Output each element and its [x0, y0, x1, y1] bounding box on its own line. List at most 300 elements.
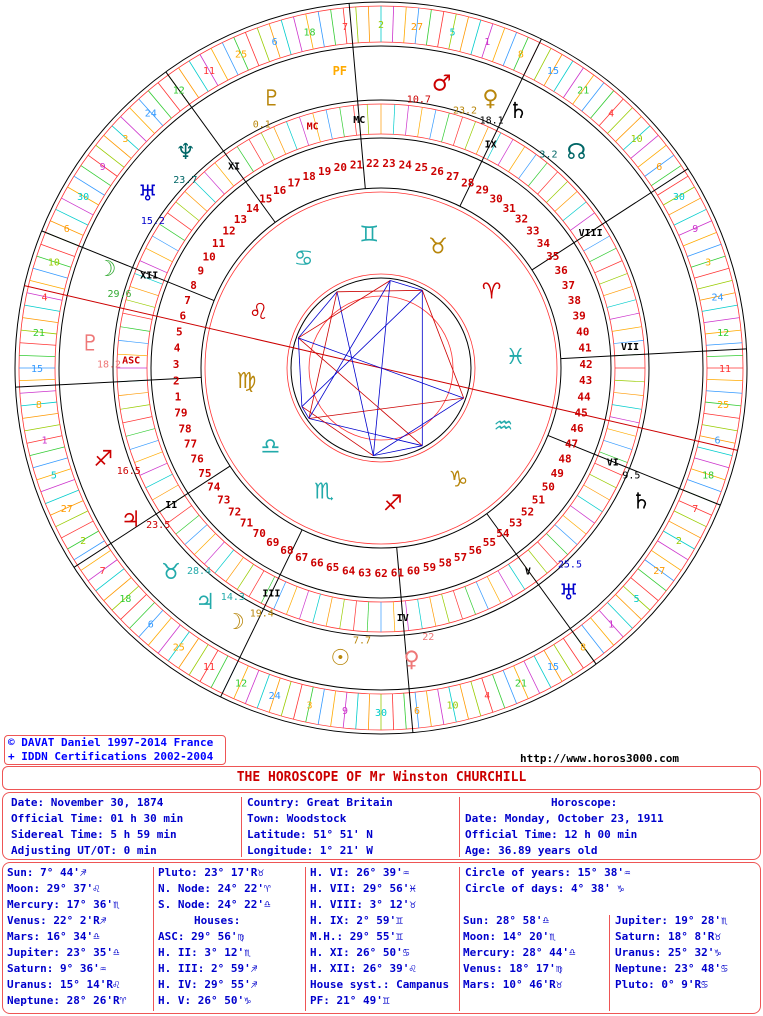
position-entry: Neptune: 28° 26'R♈ [7, 994, 127, 1007]
zodiac-tick [392, 694, 393, 730]
zodiac-tick [503, 32, 516, 65]
zodiac-tick [392, 6, 393, 42]
circle-of-years: Circle of years: 15° 38'♒ [465, 866, 631, 879]
zodiac-tick [704, 318, 740, 323]
planet-glyph: ♄ [508, 99, 528, 125]
degree-label: 71 [239, 516, 254, 530]
degree-label: 20 [333, 161, 348, 175]
outer-number-label: 21 [514, 678, 527, 690]
zodiac-tick [607, 429, 636, 437]
zodiac-tick [130, 440, 159, 449]
planet-glyph: ☽ [96, 257, 117, 283]
zodiac-tick [257, 674, 269, 708]
outer-number-label: 15 [30, 364, 44, 375]
planet-degree-value: 29.6 [107, 289, 132, 301]
degree-label: 50 [541, 480, 555, 494]
circles-column [465, 865, 631, 897]
degree-label: 79 [174, 406, 188, 420]
zodiac-tick [185, 525, 207, 545]
zodiac-sign-glyph: ♍ [236, 368, 257, 394]
zodiac-tick [694, 268, 729, 278]
position-entry: H. XII: 26° 39'♌ [310, 962, 416, 975]
house-label: IV [396, 613, 409, 625]
zodiac-tick [393, 104, 395, 134]
position-entry: Mars: 16° 34'♎ [7, 930, 100, 943]
zodiac-tick [226, 557, 244, 581]
zodiac-tick [546, 533, 567, 554]
zodiac-tick [19, 355, 55, 356]
outer-number-label: 9 [99, 161, 106, 173]
planet-degree-value: 28.4 [186, 566, 212, 578]
position-entry: Sun: 7° 44'♐ [7, 866, 87, 879]
zodiac-tick [430, 597, 436, 626]
horoscope-time: Official Time: 12 h 00 min [465, 828, 638, 841]
zodiac-tick [704, 413, 740, 418]
zodiac-tick [120, 405, 150, 410]
zodiac-tick [589, 248, 616, 262]
outer-number-label: 8 [517, 49, 524, 61]
outer-number-label: 24 [144, 108, 157, 120]
zodiac-sign-glyph: ♐ [382, 491, 403, 517]
planet-glyph: ♀ [403, 647, 420, 673]
zodiac-tick [194, 181, 215, 202]
zodiac-tick [318, 11, 324, 46]
zodiac-tick [41, 479, 75, 491]
outer-number-label: 6 [147, 619, 154, 631]
outer-number-label: 8 [35, 399, 42, 411]
position-entry: S. Node: 24° 22'♎ [158, 898, 271, 911]
zodiac-tick [612, 405, 642, 410]
outer-number-label: 27 [653, 566, 666, 578]
degree-label: 61 [390, 566, 405, 580]
zodiac-tick [261, 133, 275, 160]
zodiac-sign-glyph: ♋ [293, 246, 314, 272]
outer-number-label: 24 [711, 292, 724, 304]
zodiac-tick [185, 191, 207, 211]
zodiac-tick [528, 550, 547, 573]
zodiac-tick [33, 458, 68, 468]
zodiac-tick [687, 479, 721, 491]
outer-number-label: 10 [47, 257, 60, 269]
outer-number-label: 10 [446, 700, 459, 712]
aspect-line [337, 290, 422, 291]
planet-glyph: ♃ [195, 590, 216, 616]
planet-degree-value: 3.2 [539, 149, 558, 161]
position-entry: H. XI: 26° 50'♋ [310, 946, 410, 959]
degree-label: 4 [173, 341, 181, 355]
aspect-line [302, 290, 422, 406]
zodiac-tick [487, 576, 501, 603]
degree-label: 51 [531, 493, 546, 507]
outer-number-label: 1 [41, 435, 48, 447]
zodiac-tick [393, 602, 395, 632]
outer-number-label: 3 [122, 133, 129, 145]
degree-label: 7 [184, 294, 191, 308]
zodiac-tick [706, 391, 742, 394]
planet-degree-value: 9.5 [622, 470, 641, 482]
aspect-lines [298, 280, 463, 455]
degree-label: 26 [430, 164, 444, 178]
degree-label: 35 [546, 250, 560, 264]
house-label: XI [228, 161, 241, 173]
degree-label: 25 [414, 161, 429, 175]
outer-number-label: 2 [675, 536, 682, 547]
birth-date: Date: November 30, 1874 [11, 796, 164, 809]
planet-glyph: ☉ [330, 646, 351, 672]
degree-label: 22 [366, 157, 380, 171]
zodiac-tick [123, 417, 152, 423]
zodiac-tick [41, 244, 75, 256]
degree-label: 57 [453, 550, 468, 564]
degree-label: 38 [567, 293, 581, 307]
outer-number-label: 6 [714, 435, 721, 447]
position-entry: Venus: 22° 2'R♐ [7, 914, 107, 927]
natal-planets-column-2 [158, 865, 271, 1009]
zodiac-tick [555, 191, 577, 211]
zodiac-tick [669, 521, 701, 538]
position-entry: Jupiter: 23° 35'♎ [7, 946, 120, 959]
planet-glyph: ♂ [431, 71, 452, 97]
zodiac-sign-glyph: ♑ [448, 467, 469, 493]
zodiac-tick [702, 425, 737, 431]
house-label: MC [353, 114, 366, 126]
degree-label: 59 [422, 561, 437, 575]
degree-label: 28 [461, 176, 475, 190]
zodiac-sign-glyph: ♈ [481, 279, 502, 305]
horoscope-header: Horoscope: [551, 796, 618, 809]
horoscope-column [465, 795, 664, 859]
zodiac-tick [471, 20, 481, 55]
zodiac-tick [20, 391, 56, 394]
zodiac-tick [584, 485, 610, 500]
zodiac-tick [23, 318, 59, 323]
position-entry: Houses: [194, 914, 241, 927]
outer-number-label: 5 [50, 470, 57, 482]
outer-number-label: 21 [577, 85, 590, 97]
outer-number-label: 15 [546, 66, 560, 78]
position-entry: Saturn: 18° 8'R♉ [615, 930, 721, 943]
degree-label: 3 [172, 358, 180, 372]
zodiac-tick [24, 305, 59, 311]
zodiac-tick [595, 261, 622, 273]
outer-number-label: 30 [77, 192, 90, 203]
zodiac-tick [167, 213, 191, 231]
outer-number-label: 7 [342, 21, 349, 33]
outer-number-label: 27 [410, 21, 423, 33]
planet-degree-value: 16.5 [116, 465, 141, 477]
degree-label: 6 [179, 309, 187, 323]
outer-number-label: 7 [99, 566, 106, 578]
zodiac-tick [318, 689, 324, 724]
zodiac-sign-glyph: ♏ [314, 479, 334, 505]
degree-label: 56 [468, 544, 482, 558]
degree-label: 63 [358, 566, 372, 580]
zodiac-tick [612, 327, 642, 332]
zodiac-tick [326, 110, 332, 139]
planet-glyph: ♃ [120, 507, 141, 533]
aspect-line [298, 338, 302, 407]
zodiac-sign-glyph: ♌ [248, 299, 269, 325]
degree-label: 68 [280, 544, 294, 558]
zodiac-tick [356, 693, 359, 729]
zodiac-tick [563, 202, 586, 221]
position-entry: Uranus: 25° 32'♑ [615, 946, 721, 959]
zodiac-tick [20, 343, 56, 346]
degree-label: 2 [173, 374, 180, 388]
degree-label: 5 [175, 325, 183, 339]
midheaven-label: MC [306, 121, 319, 133]
outer-number-label: 6 [63, 224, 70, 236]
degree-label: 12 [222, 224, 236, 238]
aspect-line [298, 338, 463, 398]
zodiac-tick [460, 684, 469, 719]
zodiac-tick [674, 511, 706, 527]
transit-column-2 [615, 913, 728, 993]
outer-number-label: 1 [608, 619, 615, 631]
position-entry: Mars: 10° 46'R♉ [463, 978, 563, 991]
zodiac-tick [610, 313, 639, 319]
outer-number-label: 9 [692, 224, 699, 236]
zodiac-tick [604, 286, 633, 295]
zodiac-tick [176, 202, 199, 221]
zodiac-tick [674, 209, 706, 225]
degree-label: 39 [572, 309, 586, 323]
zodiac-tick [249, 139, 264, 165]
zodiac-tick [508, 564, 524, 589]
zodiac-tick [453, 117, 462, 146]
degree-label: 27 [446, 169, 460, 183]
zodiac-tick [126, 300, 155, 308]
planet-degree-value: 23.2 [453, 105, 478, 117]
zodiac-tick [176, 515, 199, 534]
zodiac-tick [152, 485, 178, 500]
degree-label: 14 [246, 202, 260, 216]
zodiac-tick [23, 413, 59, 418]
zodiac-tick [707, 355, 743, 356]
zodiac-tick [546, 181, 567, 202]
zodiac-tick [492, 674, 504, 708]
zodiac-sign-glyph: ♎ [260, 434, 281, 460]
degree-label: 18 [302, 170, 316, 184]
zodiac-tick [286, 122, 297, 150]
planet-glyph: ☽ [225, 609, 245, 635]
zodiac-tick [615, 380, 645, 382]
degree-label: 70 [252, 526, 266, 540]
zodiac-tick [367, 104, 369, 134]
degree-label: 36 [554, 264, 568, 278]
outer-number-label: 25 [235, 49, 248, 61]
zodiac-tick [353, 601, 356, 631]
position-entry: Jupiter: 19° 28'♏ [615, 914, 728, 927]
position-entry: H. II: 3° 12'♏ [158, 946, 251, 959]
planet-degree-value: 25.5 [557, 559, 582, 571]
planet-degree-value: 14.3 [220, 592, 245, 604]
transit-column-1 [463, 913, 576, 993]
certification-line: + IDDN Certifications 2002-2004 [8, 750, 214, 763]
outer-number-label: 11 [202, 661, 216, 673]
zodiac-tick [194, 533, 215, 554]
outer-number-label: 12 [235, 678, 248, 690]
degree-label: 64 [341, 564, 356, 578]
zodiac-tick [555, 525, 577, 545]
degree-label: 62 [374, 567, 388, 580]
position-entry: Mercury: 28° 44'♎ [463, 946, 576, 959]
outer-number-label: 24 [268, 691, 281, 703]
degree-label: 21 [349, 158, 364, 172]
zodiac-tick [538, 172, 558, 194]
position-entry: H. IV: 29° 55'♐ [158, 978, 258, 991]
zodiac-tick [313, 594, 321, 623]
outer-number-label: 27 [60, 503, 73, 515]
page-title: THE HOROSCOPE OF Mr Winston CHURCHILL [2, 766, 761, 790]
website-link[interactable]: http://www.horos3000.com [520, 752, 679, 765]
zodiac-sign-glyph: ♒ [493, 414, 514, 440]
planet-degree-value: 0.1 [252, 119, 271, 131]
degree-label: 73 [217, 493, 231, 507]
aspect-line [309, 292, 337, 419]
natal-planets-column [7, 865, 126, 1009]
degree-label: 58 [438, 556, 452, 570]
zodiac-tick [683, 232, 716, 245]
location-column [247, 795, 393, 859]
degree-label: 34 [536, 236, 551, 250]
zodiac-tick [340, 107, 345, 137]
birth-time-column [11, 795, 183, 859]
zodiac-tick [508, 147, 524, 172]
age: Age: 36.89 years old [465, 844, 598, 857]
zodiac-tick [405, 105, 408, 135]
house-label: IX [484, 139, 497, 151]
planet-degree-value: 23.5 [146, 520, 171, 532]
zodiac-tick [299, 591, 308, 620]
zodiac-tick [286, 586, 297, 614]
position-entry: Venus: 18° 17'♍ [463, 962, 563, 975]
outer-number-label: 30 [374, 708, 388, 719]
zodiac-tick [152, 236, 178, 251]
sidereal-time: Sidereal Time: 5 h 59 min [11, 828, 177, 841]
zodiac-tick [418, 107, 423, 137]
outer-number-label: 2 [377, 20, 385, 31]
zodiac-tick [33, 268, 68, 278]
position-entry: Saturn: 9° 36'♒ [7, 962, 107, 975]
degree-label: 17 [287, 176, 301, 190]
position-entry: Neptune: 23° 48'♋ [615, 962, 728, 975]
house-label: VI [606, 457, 619, 469]
zodiac-tick [293, 17, 302, 52]
zodiac-tick [430, 110, 436, 139]
degree-label: 31 [502, 202, 516, 216]
zodiac-tick [438, 11, 444, 46]
zodiac-tick [245, 32, 258, 65]
degree-label: 45 [574, 406, 588, 420]
zodiac-tick [146, 248, 173, 262]
zodiac-sign-glyph: ♊ [359, 222, 380, 248]
zodiac-tick [604, 440, 633, 449]
degree-label: 33 [526, 224, 540, 238]
outer-number-label: 11 [202, 66, 216, 78]
zodiac-tick [326, 597, 332, 626]
zodiac-tick [589, 474, 616, 488]
zodiac-tick [657, 541, 688, 560]
houses-column [310, 865, 449, 1009]
house-label: XII [140, 270, 159, 282]
planet-glyph: ♆ [175, 140, 196, 166]
planet-degree-value: 18.1 [479, 115, 504, 127]
zodiac-sign-glyph: ♓ [505, 345, 526, 371]
copyright-line: © DAVAT Daniel 1997-2014 France [8, 736, 214, 749]
outer-number-label: 4 [608, 108, 615, 120]
zodiac-tick [442, 594, 450, 623]
zodiac-tick [56, 209, 88, 225]
degree-label: 30 [489, 192, 503, 206]
zodiac-tick [577, 495, 602, 511]
zodiac-sign-glyph: ♉ [428, 234, 448, 260]
planet-glyph: ♅ [558, 580, 579, 606]
zodiac-tick [404, 693, 407, 729]
planet-glyph: ♉ [161, 559, 181, 585]
outer-number-label: 12 [172, 85, 185, 97]
zodiac-tick [570, 506, 594, 524]
degree-label: 29 [475, 183, 489, 197]
outer-number-label: 12 [717, 328, 730, 340]
planet-degree-value: 18.2 [96, 359, 122, 371]
house-label: V [524, 566, 531, 578]
house-label: ASC [122, 355, 141, 367]
zodiac-tick [274, 127, 286, 154]
planet-glyph: ♇ [261, 86, 282, 112]
zodiac-tick [465, 586, 476, 614]
position-entry: H. III: 2° 59'♐ [158, 962, 258, 975]
position-entry: H. IX: 2° 59'♊ [310, 914, 403, 927]
degree-label: 47 [564, 437, 579, 451]
degree-label: 49 [550, 466, 564, 480]
circle-of-days: Circle of days: 4° 38' ♑ [465, 882, 624, 895]
outer-number-label: 18 [702, 470, 715, 482]
degree-label: 65 [326, 561, 340, 575]
zodiac-tick [614, 392, 644, 395]
planet-glyph: ♀ [482, 86, 499, 112]
degree-label: 54 [496, 526, 510, 540]
zodiac-tick [492, 28, 504, 62]
zodiac-tick [538, 542, 558, 564]
zodiac-tick [237, 564, 253, 589]
planet-degree-value: 7.7 [352, 635, 372, 647]
aspect-line [337, 292, 373, 456]
position-entry: Moon: 14° 20'♏ [463, 930, 556, 943]
zodiac-tick [281, 681, 291, 716]
position-entry: N. Node: 24° 22'♈ [158, 882, 271, 895]
zodiac-tick [460, 17, 469, 52]
outer-number-label: 3 [705, 257, 712, 269]
zodiac-tick [687, 244, 721, 256]
zodiac-tick [126, 429, 155, 437]
birth-info-box [2, 792, 761, 860]
house-label: VIII [578, 227, 603, 239]
degree-label: 69 [266, 536, 280, 550]
position-entry: Pluto: 0° 9'R♋ [615, 978, 708, 991]
horoscope-date: Date: Monday, October 23, 1911 [465, 812, 664, 825]
house-label: II [165, 500, 178, 512]
planet-degree-value: 23.7 [173, 175, 198, 187]
degree-label: 43 [579, 374, 593, 388]
zodiac-tick [426, 10, 431, 46]
zodiac-tick [476, 582, 488, 609]
zodiac-tick [528, 163, 547, 186]
zodiac-tick [257, 28, 269, 62]
zodiac-tick [130, 286, 159, 295]
house-label: VII [621, 342, 640, 354]
outer-number-label: 25 [717, 399, 730, 411]
